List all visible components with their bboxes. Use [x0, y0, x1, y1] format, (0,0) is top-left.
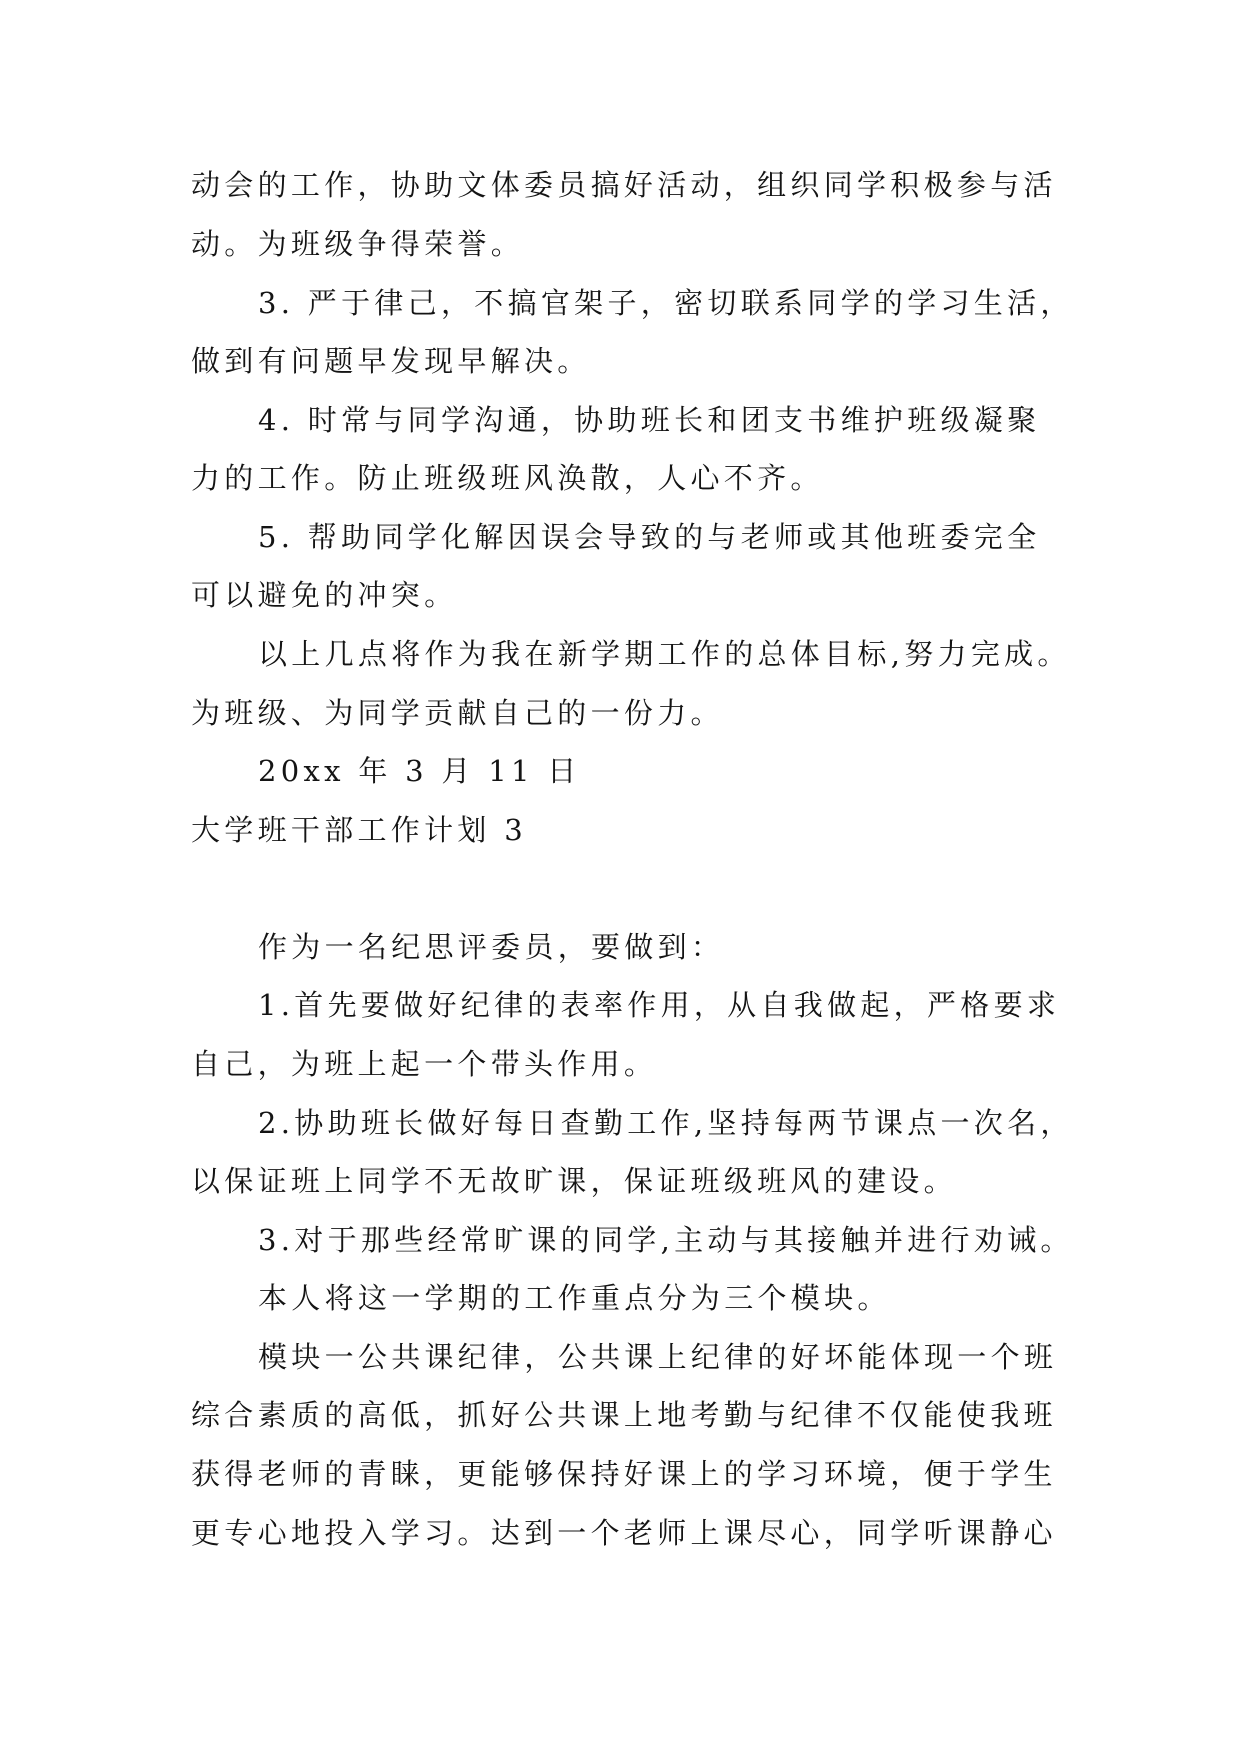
text-line: 可以避免的冲突。	[191, 578, 458, 612]
text-line: 以保证班上同学不无故旷课，保证班级班风的建设。	[191, 1164, 957, 1198]
date-line: 20xx 年 3 月 11 日	[258, 754, 581, 788]
text-line: 做到有问题早发现早解决。	[191, 344, 591, 378]
text-line: 动会的工作，协助文体委员搞好活动，组织同学积极参与活	[191, 168, 1057, 202]
text-line: 3. 严于律己，不搞官架子，密切联系同学的学习生活，	[258, 286, 1074, 320]
text-line: 5. 帮助同学化解因误会导致的与老师或其他班委完全	[258, 520, 1041, 554]
text-line: 以上几点将作为我在新学期工作的总体目标,努力完成。	[258, 637, 1071, 671]
text-line: 4. 时常与同学沟通，协助班长和团支书维护班级凝聚	[258, 403, 1041, 437]
text-line: 获得老师的青睐，更能够保持好课上的学习环境，便于学生	[191, 1457, 1057, 1491]
text-line: 力的工作。防止班级班风涣散，人心不齐。	[191, 461, 824, 495]
text-line: 作为一名纪思评委员，要做到：	[258, 930, 725, 964]
text-line: 为班级、为同学贡献自己的一份力。	[191, 696, 724, 730]
section-heading: 大学班干部工作计划 3	[191, 813, 527, 847]
text-line: 模块一公共课纪律，公共课上纪律的好坏能体现一个班	[258, 1340, 1058, 1374]
text-line: 2.协助班长做好每日查勤工作,坚持每两节课点一次名，	[258, 1106, 1074, 1140]
text-line: 本人将这一学期的工作重点分为三个模块。	[258, 1281, 891, 1315]
text-line: 综合素质的高低，抓好公共课上地考勤与纪律不仅能使我班	[191, 1398, 1057, 1432]
text-line: 自己，为班上起一个带头作用。	[191, 1047, 658, 1081]
text-line: 1.首先要做好纪律的表率作用，从自我做起，严格要求	[258, 988, 1061, 1022]
text-line: 3.对于那些经常旷课的同学,主动与其接触并进行劝诫。	[258, 1223, 1074, 1257]
text-line: 更专心地投入学习。达到一个老师上课尽心，同学听课静心	[191, 1516, 1057, 1550]
text-line: 动。为班级争得荣誉。	[191, 227, 525, 261]
